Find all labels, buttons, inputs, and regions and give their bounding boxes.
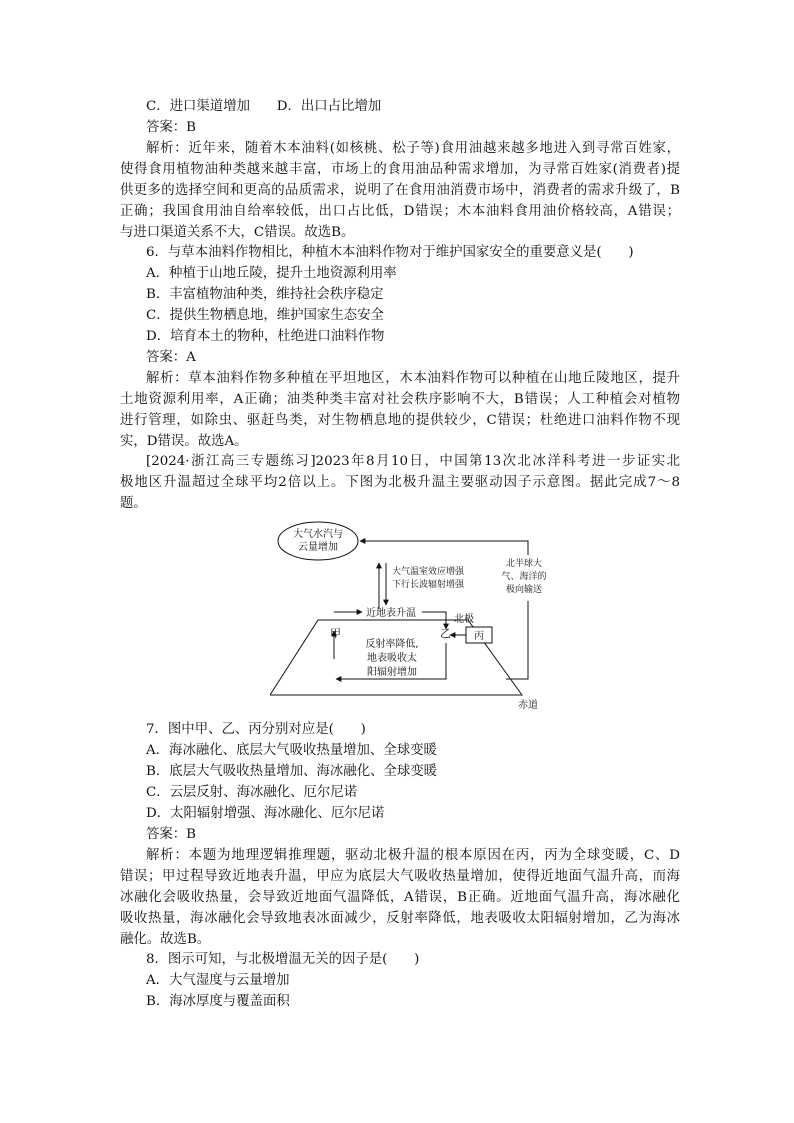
q6-option-c: C．提供生物栖息地，维护国家生态安全	[146, 308, 384, 323]
surface-warming-label: 近地表升温	[366, 608, 416, 619]
intro-line-1: [2024·浙江高三专题练习]2023年8月10日，中国第13次北冰洋科考进一步证实北	[146, 454, 680, 469]
jia-label: 甲	[330, 627, 341, 640]
q6-stem: 6．与草本油料作物相比，种植木本油料作物对于维护国家安全的重要意义是( )	[146, 245, 634, 260]
q6-answer: 答案：A	[146, 350, 196, 365]
q7-explanation-line-2: 错误；甲过程导致近地表升温，甲应为底层大气吸收热量增加，使得近地面气温升高，而海	[120, 869, 680, 884]
q6-option-a: A．种植于山地丘陵，提升土地资源利用率	[146, 266, 397, 281]
mid-label-1: 大气温室效应增强	[392, 567, 465, 577]
q5-explanation-line-4: 正确；我国食用油自给率较低，出口占比低，D错误；木本油料食用油价格较高，A错误；	[120, 204, 680, 219]
vapor-cloud-ellipse	[278, 522, 358, 560]
north-pole-label: 北极	[454, 614, 474, 625]
inner-label-3: 阳辐射增加	[367, 667, 417, 678]
right-label-2: 气、海洋的	[501, 572, 547, 582]
q5-answer: 答案：B	[146, 120, 197, 135]
q7-explanation-line-1: 解析：本题为地理逻辑推理题，驱动北极升温的根本原因在丙，丙为全球变暖，C、D	[146, 848, 680, 863]
yi-label: 乙	[440, 627, 451, 640]
q7-stem: 7．图中甲、乙、丙分别对应是( )	[146, 722, 366, 737]
q6-explanation-line-4: 实，D错误。故选A。	[120, 434, 248, 449]
q8-option-b: B．海冰厚度与覆盖面积	[146, 994, 290, 1009]
inner-label-1: 反射率降低,	[365, 639, 419, 650]
equator-label: 赤道	[518, 700, 538, 711]
intro-line-3: 题。	[120, 496, 147, 511]
q7-explanation-line-3: 冰融化会吸收热量，会导致近地面气温降低，A错误，B正确。近地面气温升高，海冰融化	[120, 890, 680, 905]
q7-explanation-line-5: 融化。故选B。	[120, 932, 211, 947]
inner-label-2: 地表吸收太	[367, 653, 417, 664]
bing-label: 丙	[474, 631, 484, 642]
q8-option-a: A．大气湿度与云量增加	[146, 973, 290, 988]
q5-explanation-line-5: 与进口渠道关系不大，C错误。故选B。	[120, 225, 355, 240]
q7-option-d: D．太阳辐射增强、海冰融化、厄尔尼诺	[146, 806, 385, 821]
q7-option-a: A．海冰融化、底层大气吸收热量增加、全球变暖	[146, 743, 437, 758]
mid-label-2: 下行长波辐射增强	[392, 580, 465, 590]
q5-explanation-line-1: 解析：近年来，随着木本油料(如核桃、松子等)食用油越来越多地进入到寻常百姓家，	[146, 141, 680, 156]
q6-explanation-line-3: 进行管理，如除虫、驱赶鸟类，对生物栖息地的提供较少，C错误；杜绝进口油料作物不现	[120, 413, 680, 428]
intro-line-2: 极地区升温超过全球平均2倍以上。下图为北极升温主要驱动因子示意图。据此完成7～8	[120, 475, 680, 490]
q7-answer: 答案：B	[146, 827, 197, 842]
q6-option-d: D．培育本土的物种，杜绝进口油料作物	[146, 329, 385, 344]
q6-explanation-line-1: 解析：草本油料作物多种植在平坦地区，木本油料作物可以种植在山地丘陵地区，提升	[146, 371, 680, 386]
ellipse-label-1: 大气水汽与	[293, 529, 343, 540]
right-label-1: 北半球大	[505, 559, 543, 569]
q6-explanation-line-2: 土地资源利用率，A正确；油类种类丰富对社会秩序影响不大，B错误；人工种植会对植物	[120, 392, 680, 407]
q6-option-b: B．丰富植物油种类，维持社会秩序稳定	[146, 287, 384, 302]
arctic-warming-diagram	[270, 519, 550, 715]
q7-option-c: C．云层反射、海冰融化、厄尔尼诺	[146, 785, 358, 800]
ellipse-label-2: 云量增加	[298, 542, 338, 553]
q7-explanation-line-4: 吸收热量，海冰融化会导致地表冰面减少，反射率降低，地表吸收太阳辐射增加，乙为海冰	[120, 911, 680, 926]
right-label-3: 极向输送	[505, 585, 543, 595]
q5-option-cd: C．进口渠道增加 D．出口占比增加	[146, 99, 382, 114]
q5-explanation-line-3: 供更多的选择空间和更高的品质需求，说明了在食用油消费市场中，消费者的需求升级了，B	[120, 183, 680, 198]
q8-stem: 8．图示可知，与北极增温无关的因子是( )	[146, 952, 420, 967]
q7-option-b: B．底层大气吸收热量增加、海冰融化、全球变暖	[146, 764, 438, 779]
q5-explanation-line-2: 使得食用植物油种类越来越丰富，市场上的食用油品种需求增加，为寻常百姓家(消费者)提	[120, 162, 680, 177]
